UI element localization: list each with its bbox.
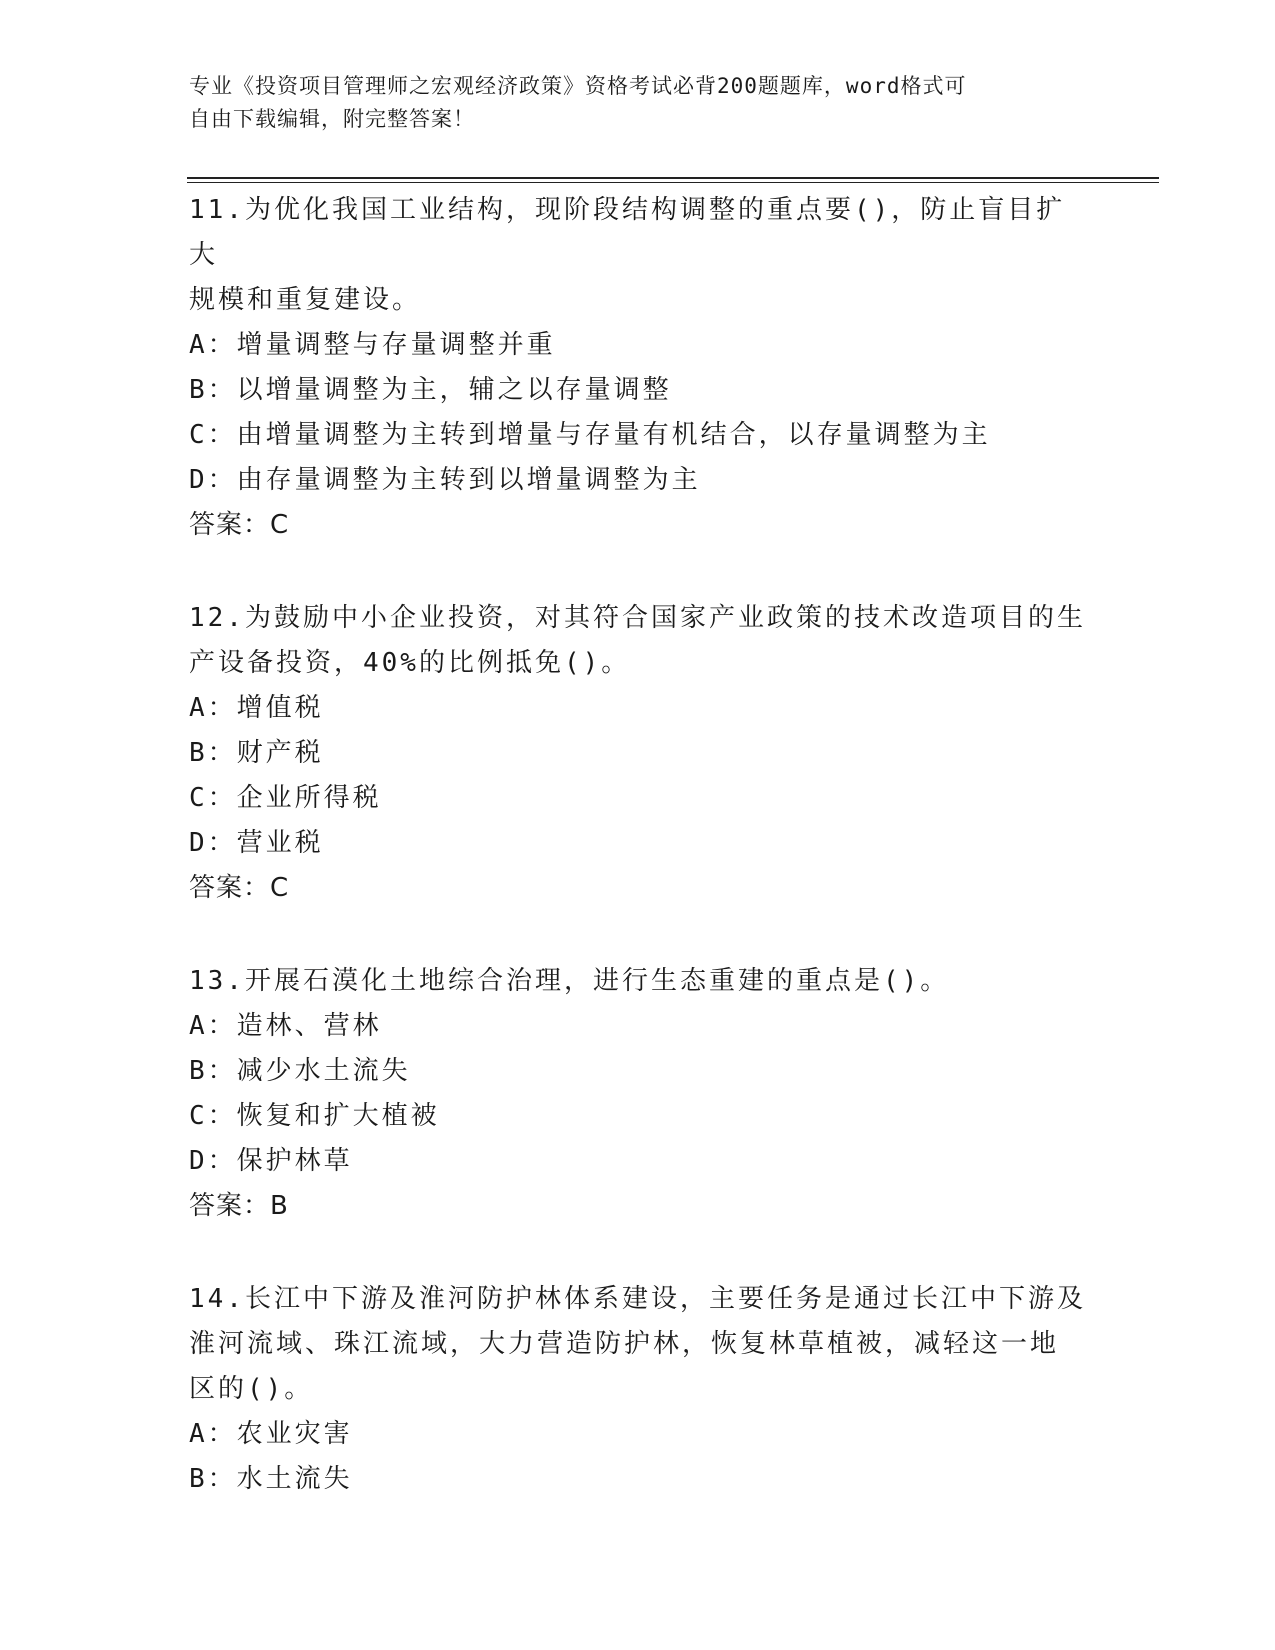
question-stem: 淮河流域、珠江流域，大力营造防护林，恢复林草植被，减轻这一地 [189, 1329, 1060, 1359]
header-line-2: 自由下载编辑，附完整答案！ [189, 107, 475, 131]
option-d: D：由存量调整为主转到以增量调整为主 [189, 465, 701, 495]
option-c: C：由增量调整为主转到增量与存量有机结合，以存量调整为主 [189, 420, 991, 450]
option-b: B：以增量调整为主，辅之以存量调整 [189, 375, 672, 405]
option-a: A：增值税 [189, 693, 324, 723]
question-stem: 11.为优化我国工业结构，现阶段结构调整的重点要()，防止盲目扩大 [189, 195, 1066, 270]
question-stem: 产设备投资，40%的比例抵免()。 [189, 648, 631, 678]
document-header [189, 70, 1089, 136]
answer: 答案：C [189, 873, 290, 903]
question-stem: 规模和重复建设。 [189, 285, 422, 315]
option-d: D：营业税 [189, 828, 324, 858]
answer: 答案：C [189, 510, 290, 540]
question-stem: 12.为鼓励中小企业投资，对其符合国家产业政策的技术改造项目的生 [189, 603, 1086, 633]
option-a: A：造林、营林 [189, 1011, 382, 1041]
question-13 [189, 959, 1089, 1229]
option-c: C：恢复和扩大植被 [189, 1101, 440, 1131]
option-b: B：减少水土流失 [189, 1056, 411, 1086]
question-spacer [189, 548, 1089, 596]
question-12 [189, 596, 1089, 911]
question-stem: 区的()。 [189, 1374, 314, 1404]
header-divider-thick [187, 177, 1159, 179]
question-list [189, 188, 1089, 1502]
question-14 [189, 1277, 1089, 1502]
option-b: B：水土流失 [189, 1464, 353, 1494]
header-divider-thin [187, 182, 1159, 183]
question-stem: 14.长江中下游及淮河防护林体系建设，主要任务是通过长江中下游及 [189, 1284, 1086, 1314]
answer: 答案：B [189, 1191, 289, 1221]
question-spacer [189, 911, 1089, 959]
header-line-1: 专业《投资项目管理师之宏观经济政策》资格考试必背200题题库，word格式可 [189, 74, 967, 98]
question-stem: 13.开展石漠化土地综合治理，进行生态重建的重点是()。 [189, 966, 950, 996]
question-spacer [189, 1229, 1089, 1277]
option-a: A：农业灾害 [189, 1419, 353, 1449]
option-b: B：财产税 [189, 738, 324, 768]
question-11 [189, 188, 1089, 548]
option-c: C：企业所得税 [189, 783, 382, 813]
option-d: D：保护林草 [189, 1146, 353, 1176]
option-a: A：增量调整与存量调整并重 [189, 330, 556, 360]
